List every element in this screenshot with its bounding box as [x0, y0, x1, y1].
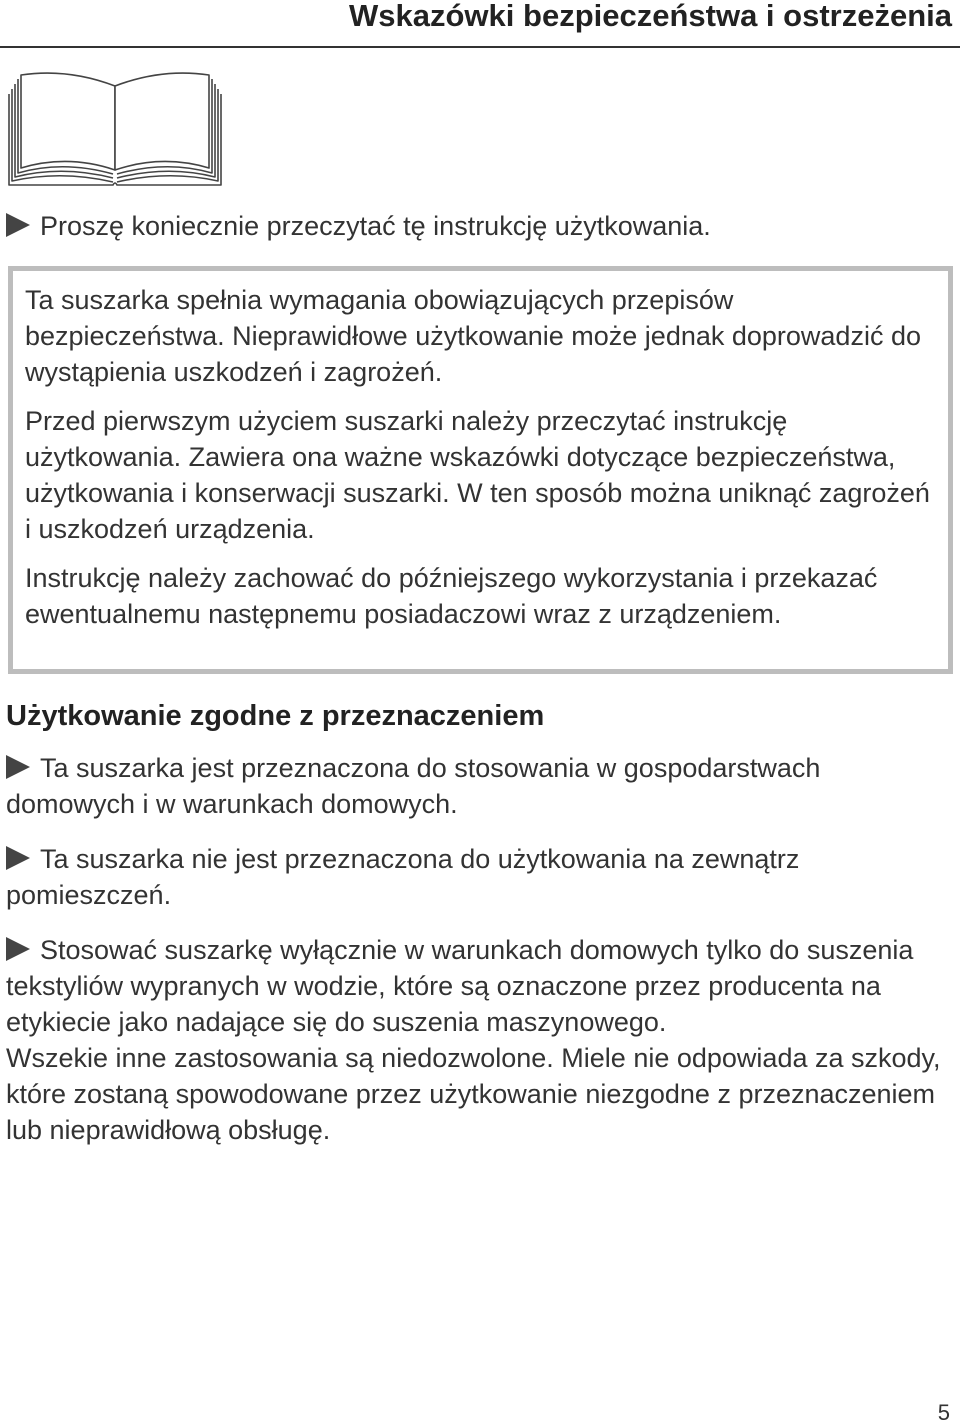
list-item-text: Ta suszarka jest przeznaczona do stosowania w gospodarstwach domowych i w warunkach domowych.	[6, 753, 821, 819]
safety-notice-box	[8, 266, 953, 674]
intended-use-section	[6, 750, 946, 1167]
list-item	[6, 750, 946, 822]
list-item-text: Stosować suszarkę wyłącznie w warunkach domowych tylko do suszenia tekstyliów wypranych w wodzie, które są oznaczone przez producenta na etykiecie jako nadające się do suszenia maszynowego.	[6, 935, 914, 1037]
notice-paragraph: Instrukcję należy zachować do późniejszego wykorzystania i przekazać ewentualnemu następnemu posiadaczowi wraz z urządzeniem.	[25, 563, 878, 629]
read-instructions-notice	[6, 208, 711, 244]
notice-paragraph: Przed pierwszym użyciem suszarki należy przeczytać instrukcję użytkowania. Zawiera ona ważne wskazówki dotyczące bezpieczeństwa, użytkowania i konserwacji suszarki. W ten sposób można uniknąć zagrożeń i uszkodzeń urządzenia.	[25, 406, 930, 544]
page-header	[0, 0, 960, 48]
notice-content	[25, 282, 940, 645]
page-title: Wskazówki bezpieczeństwa i ostrzeżenia	[349, 0, 952, 33]
triangle-bullet-icon	[6, 937, 30, 961]
open-book-icon	[6, 72, 224, 188]
list-item	[6, 932, 946, 1040]
page-number: 5	[937, 1400, 950, 1425]
triangle-bullet-icon	[6, 755, 30, 779]
lead-text: Proszę koniecznie przeczytać tę instrukcję użytkowania.	[40, 211, 711, 241]
list-item-text: Ta suszarka nie jest przeznaczona do użytkowania na zewnątrz pomieszczeń.	[6, 844, 800, 910]
list-item	[6, 841, 946, 913]
triangle-bullet-icon	[6, 846, 30, 870]
notice-paragraph: Ta suszarka spełnia wymagania obowiązujących przepisów bezpieczeństwa. Nieprawidłowe użytkowanie może jednak doprowadzić do wystąpienia uszkodzeń i zagrożeń.	[25, 285, 921, 387]
closing-paragraph: Wszekie inne zastosowania są niedozwolone. Miele nie odpowiada za szkody, które zostaną spowodowane przez użytkowanie niezgodne z przeznaczeniem lub nieprawidłową obsługę.	[6, 1043, 941, 1145]
section-heading: Użytkowanie zgodne z przeznaczeniem	[6, 700, 545, 732]
triangle-bullet-icon	[6, 213, 30, 237]
